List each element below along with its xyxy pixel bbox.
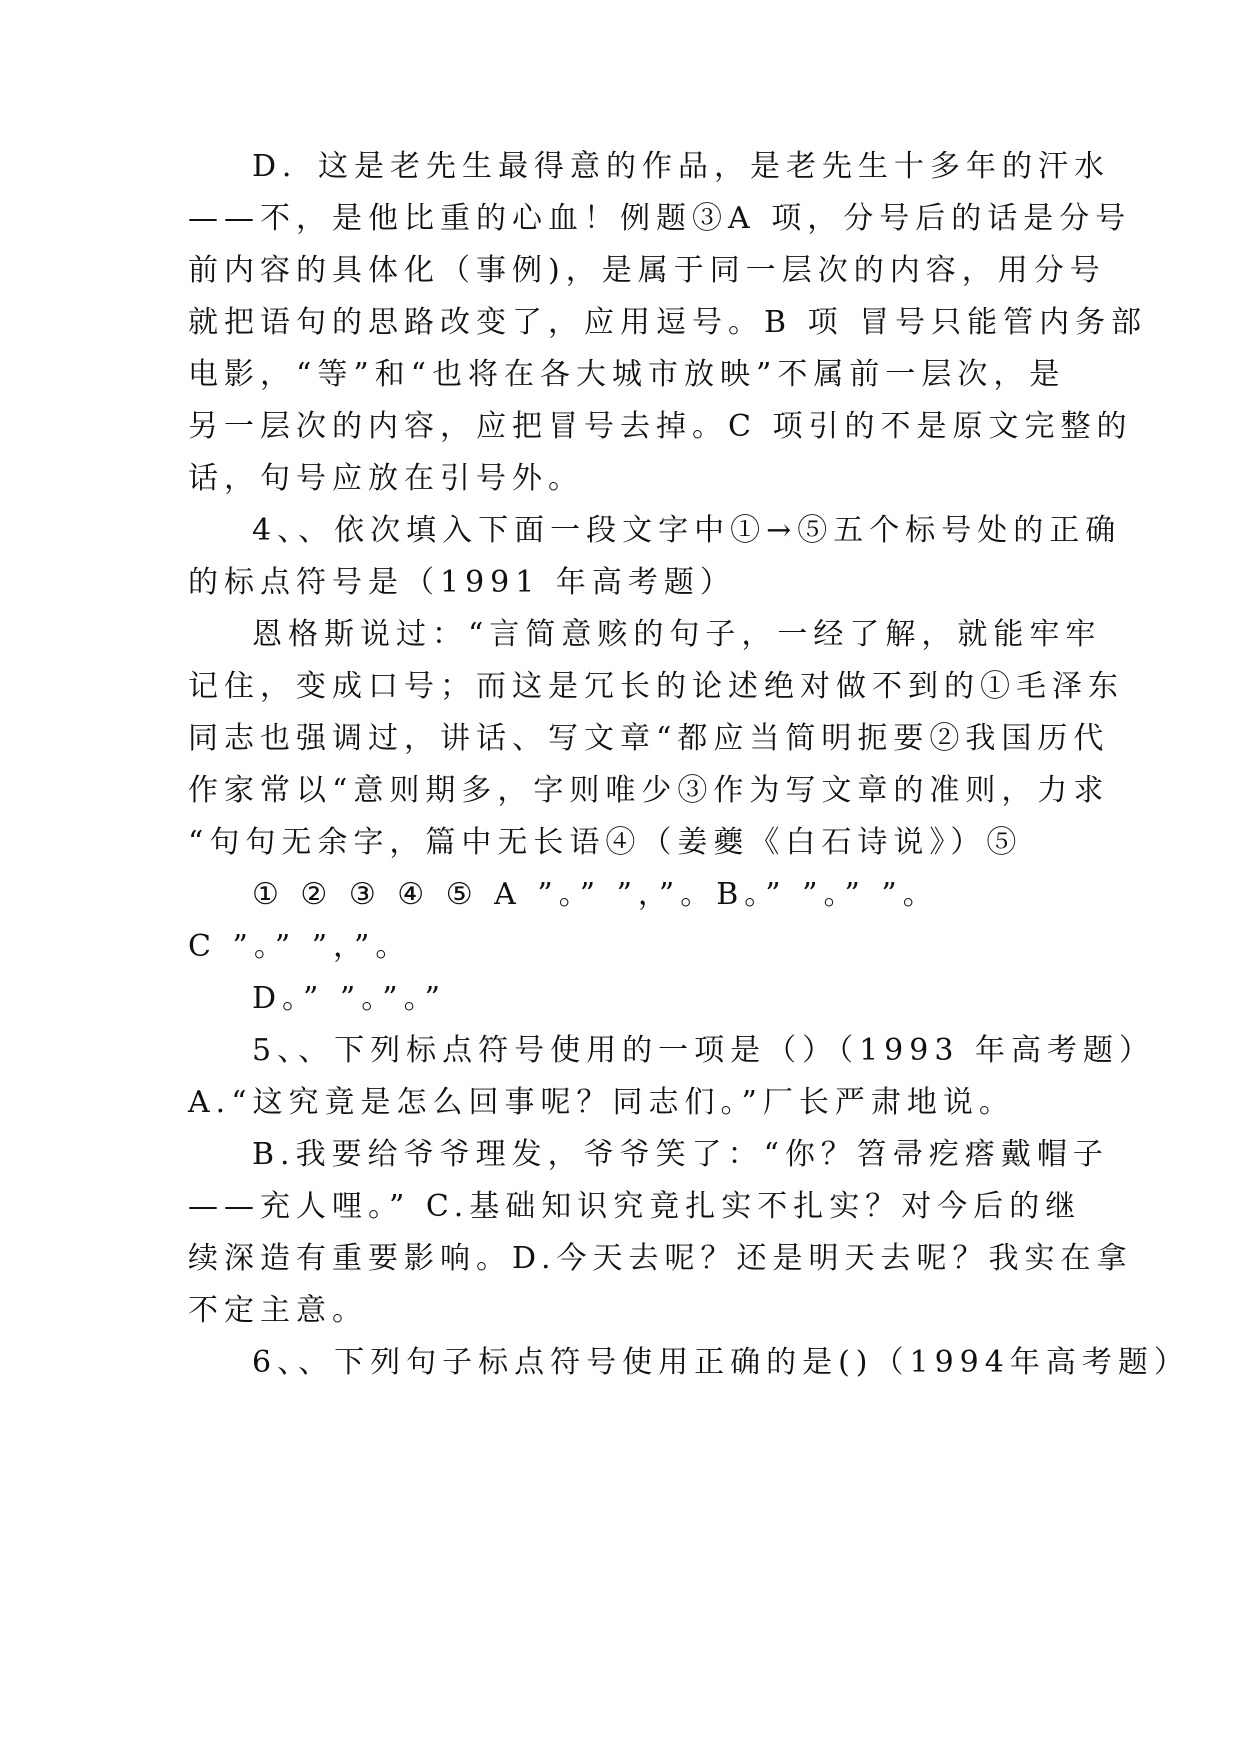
question-6-line-1: 6、、下列句子标点符号使用正确的是()（1994年高考题） (252, 1345, 1190, 1380)
text-line-1: D．这是老先生最得意的作品，是老先生十多年的汗水 (252, 149, 1111, 184)
options-line-2: C ”。” ”，”。 (188, 929, 412, 964)
text-line-6: 另一层次的内容，应把冒号去掉。C 项引的不是原文完整的 (188, 409, 1133, 444)
question-4-line-1: 4、、依次填入下面一段文字中①→⑤五个标号处的正确 (252, 513, 1122, 548)
options-line-1: ① ② ③ ④ ⑤ A ”。” ”，”。B。” ”。” ”。 (252, 877, 939, 912)
text-line-7: 话，句号应放在引号外。 (188, 461, 584, 496)
quote-line-4: 作家常以“意则期多，字则唯少③作为写文章的准则，力求 (188, 773, 1110, 808)
quote-line-2: 记住，变成口号；而这是冗长的论述绝对做不到的①毛泽东 (188, 669, 1124, 704)
text-line-4: 就把语句的思路改变了，应用逗号。B 项 冒号只能管内务部 (188, 305, 1148, 340)
question-4-line-2: 的标点符号是（1991 年高考题） (188, 565, 736, 600)
question-5-line-5: 续深造有重要影响。D.今天去呢？还是明天去呢？我实在拿 (188, 1241, 1133, 1276)
quote-line-1: 恩格斯说过：“言简意赅的句子，一经了解，就能牢牢 (252, 617, 1102, 652)
question-5-line-6: 不定主意。 (188, 1293, 368, 1328)
quote-line-3: 同志也强调过，讲话、写文章“都应当简明扼要②我国历代 (188, 721, 1110, 756)
question-5-line-1: 5、、下列标点符号使用的一项是（）（1993 年高考题） (252, 1033, 1155, 1068)
options-line-3: D。” ”。”。” (252, 981, 446, 1016)
text-line-2: ——不，是他比重的心血！例题③A 项，分号后的话是分号 (188, 201, 1132, 236)
question-5-line-4: ——充人哩。” C.基础知识究竟扎实不扎实？对今后的继 (188, 1189, 1082, 1224)
text-line-3: 前内容的具体化（事例)，是属于同一层次的内容，用分号 (188, 253, 1106, 288)
quote-line-5: “句句无余字，篇中无长语④（姜夔《白石诗说》）⑤ (188, 825, 1023, 860)
question-5-option-b: B.我要给爷爷理发，爷爷笑了：“你？笤帚疙瘩戴帽子 (252, 1137, 1109, 1172)
text-line-5: 电影，“等”和“也将在各大城市放映”不属前一层次，是 (188, 357, 1066, 392)
question-5-option-a: A.“这究竟是怎么回事呢？同志们。”厂长严肃地说。 (188, 1085, 1015, 1120)
